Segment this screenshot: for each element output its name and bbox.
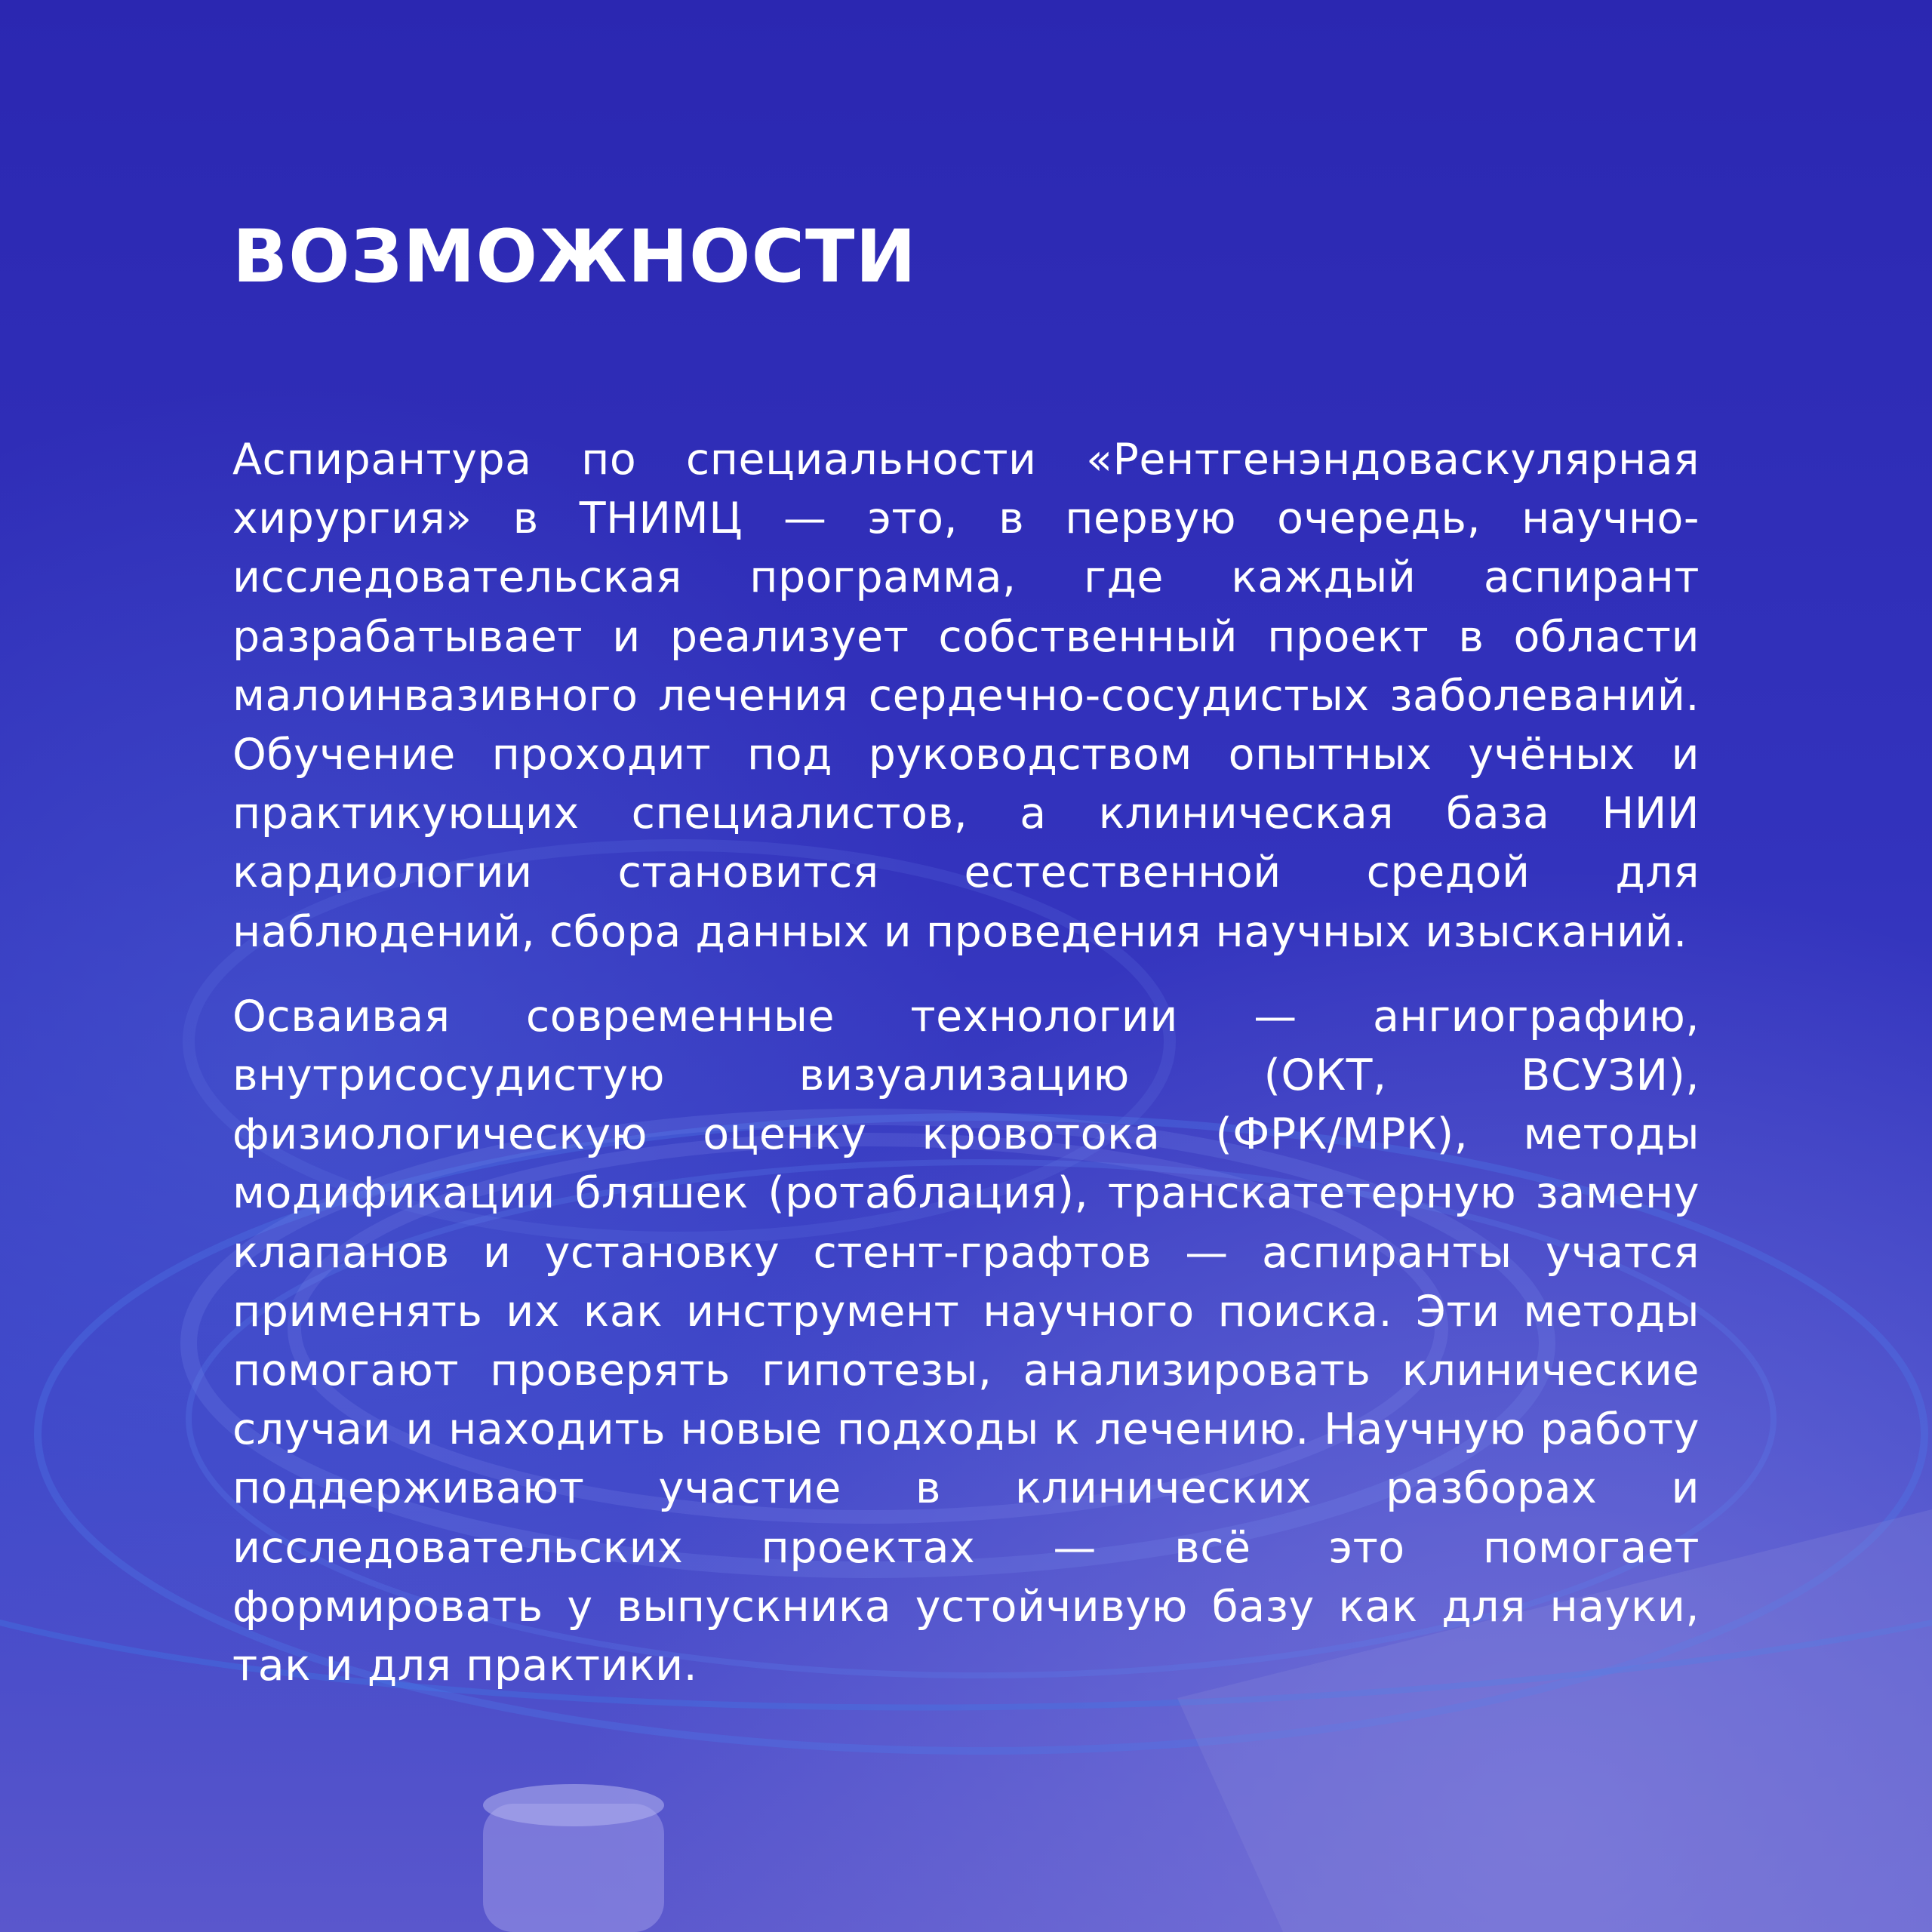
page-title: ВОЗМОЖНОСТИ: [232, 214, 917, 299]
content-block: [232, 204, 1700, 1695]
paragraph-1: Аспирантура по специальности «Рентгенэндоваскулярная хирургия» в ТНИМЦ — это, в первую очередь, научно-исследовательская программа, где каждый аспирант разрабатывает и реализует собственный проект в области малоинвазивного лечения сердечно-сосудистых заболеваний. Обучение проходит под руководством опытных учёных и практикующих специалистов, а клиническая база НИИ кардиологии становится естественной средой для наблюдений, сбора данных и проведения научных изысканий.: [232, 435, 1700, 957]
paragraph-2: Осваивая современные технологии — ангиографию, внутрисосудистую визуализацию (ОКТ, ВСУЗИ), физиологическую оценку кровотока (ФРК/МРК), методы модификации бляшек (ротаблация), транскатетерную замену клапанов и установку стент-графтов — аспиранты учатся применять их как инструмент научного поиска. Эти методы помогают проверять гипотезы, анализировать клинические случаи и находить новые подходы к лечению. Научную работу поддерживают участие в клинических разборах и исследовательских проектах — всё это помогает формировать у выпускника устойчивую базу как для науки, так и для практики.: [232, 991, 1700, 1691]
